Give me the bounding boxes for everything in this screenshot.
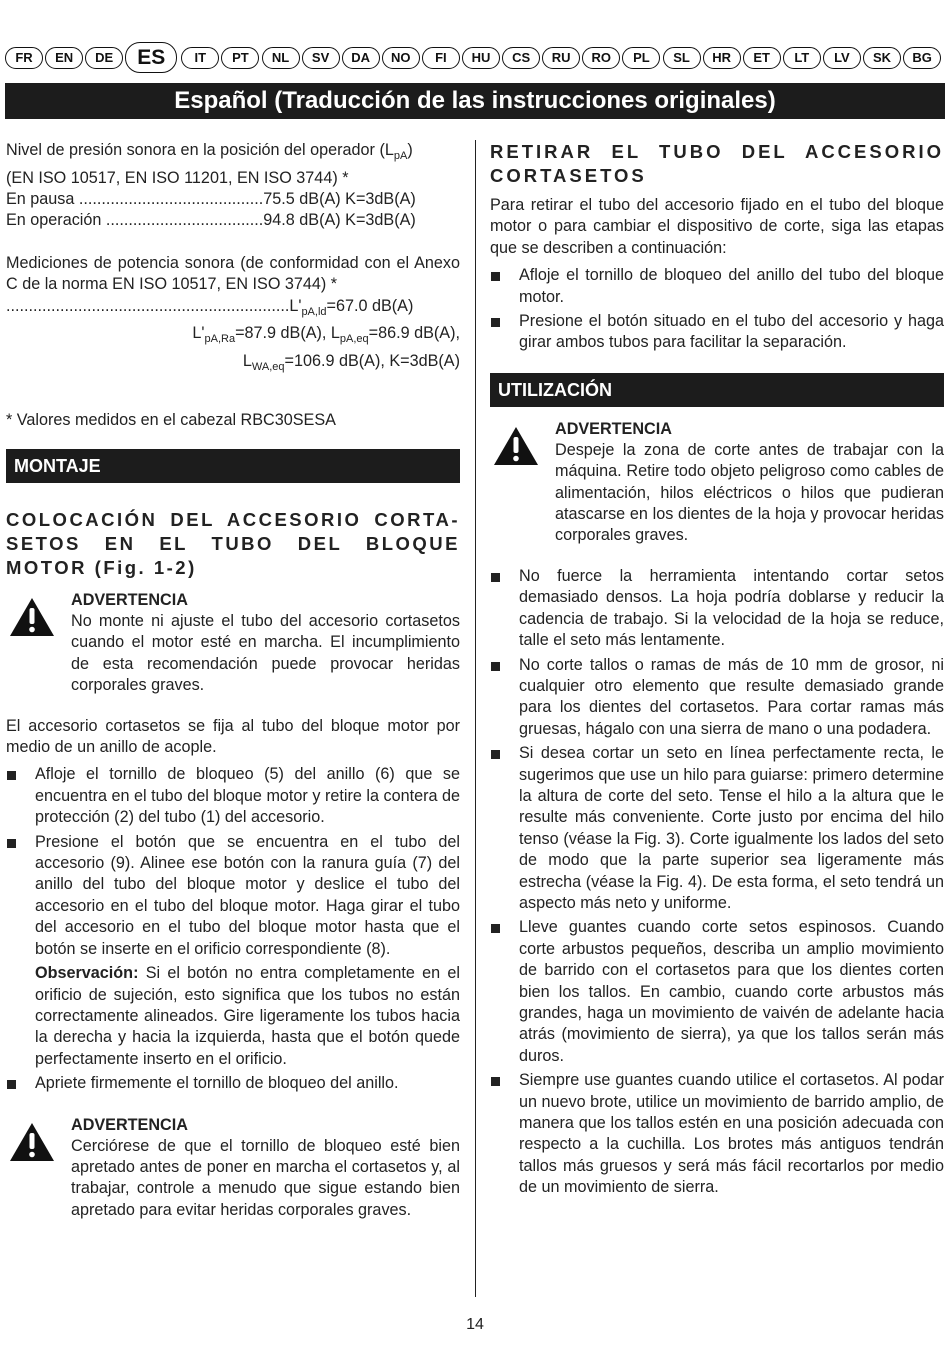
- language-tab-hu[interactable]: HU: [462, 47, 500, 69]
- language-tab-en[interactable]: EN: [45, 47, 83, 69]
- warning-text: No monte ni ajuste el tubo del accesorio cortasetos cuando el motor esté en marcha. El incumplimiento de esta recomendación puede provocar heridas corporales graves.: [71, 612, 460, 695]
- noise-pressure-line1: Nivel de presión sonora en la posición del operador $(L_{pA})$: [6, 141, 413, 163]
- warning-icon: [8, 1121, 56, 1163]
- footnote: * Valores medidos en el cabezal RBC30SESA: [6, 410, 336, 429]
- language-tab-da[interactable]: DA: [342, 47, 380, 69]
- warning-title: ADVERTENCIA: [555, 419, 672, 438]
- list-item: Presione el botón que se encuentra en el tubo del accesorio (9). Alinee ese botón con la ranura guía (7) del anillo del tubo del bloque motor y deslice el tubo del accesorio en el tubo del bloque motor. Haga girar el tubo del accesorio en el tubo del bloque motor hasta que el botón se inserte en el orificio correspondiente (8). Observación: Si el botón no entra completamente en el orificio de sujeción, esto significa que los tubos no están correctamente alineados. Gire ligeramente los tubos hacia la derecha y hacia la izquierda, hasta que el botón quede perfectamente inserto en el orificio.: [6, 832, 460, 1070]
- remove-steps: [490, 265, 944, 354]
- language-tab-fr[interactable]: FR: [5, 47, 43, 69]
- warning-icon: [8, 596, 56, 638]
- language-bar: [5, 47, 945, 71]
- language-tab-ru[interactable]: RU: [542, 47, 580, 69]
- language-tab-it[interactable]: IT: [181, 47, 219, 69]
- warning-text: Cerciórese de que el tornillo de bloqueo esté bien apretado antes de poner en marcha el cortasetos y, al trabajar, controle a menudo que sigue estando bien apretado para evitar heridas corporales graves.: [71, 1136, 460, 1219]
- language-tab-pt[interactable]: PT: [221, 47, 259, 69]
- page-number: 14: [466, 1316, 484, 1333]
- remove-intro: Para retirar el tubo del accesorio fijado en el tubo del bloque motor o para cambiar el dispositivo de corte, siga las etapas que se describen a continuación:: [490, 196, 944, 257]
- warning-title: ADVERTENCIA: [71, 591, 188, 609]
- usage-tips: [490, 566, 944, 1199]
- language-tab-cs[interactable]: CS: [502, 47, 540, 69]
- language-tab-no[interactable]: NO: [382, 47, 420, 69]
- subheading-retirar: RETIRAR EL TUBO DEL ACCESORIO CORTASETOS: [490, 141, 944, 186]
- language-tab-et[interactable]: ET: [743, 47, 781, 69]
- language-tab-lt[interactable]: LT: [783, 47, 821, 69]
- warning-icon: [492, 425, 540, 467]
- section-utilizacion: UTILIZACIÓN: [490, 373, 944, 407]
- language-tab-sv[interactable]: SV: [302, 47, 340, 69]
- list-item: Presione el botón situado en el tubo del accesorio y haga girar ambos tubos para facilitar la separación.: [490, 311, 944, 354]
- noise-idle: En pausa .........................................75.5 dB(A) K=3dB(A): [6, 190, 416, 209]
- sound-power-intro: Mediciones de potencia sonora (de conformidad con el Anexo C de la norma EN ISO 10517, EN ISO 3744) *: [6, 253, 460, 294]
- left-column: [6, 140, 460, 1221]
- warning-block-1: [6, 590, 460, 697]
- right-column: [490, 140, 944, 1202]
- list-item: Si desea cortar un seto en línea perfectamente recta, le sugerimos que use un hilo para guiarse: primero determine la altura de corte del seto. Tense el hilo a la altura que le resulte más conveniente. Corte justo por encima del hilo tenso (véase la Fig. 3). Corte igualmente los lados del seto de modo que la parte superior sea ligeramente más estrecha (véase la Fig. 4). De esta forma, el seto tendrá un aspecto más neto y uniforme.: [490, 743, 944, 914]
- list-item: Afloje el tornillo de bloqueo (5) del anillo (6) que se encuentra en el tubo del bloque motor y retire la contera de protección (2) del tubo (1) del accesorio.: [6, 764, 460, 828]
- language-tab-lv[interactable]: LV: [823, 47, 861, 69]
- sound-power-line1: $...............................................................L'_{pA,ld}=67.0$ dB(A): [6, 296, 414, 318]
- page-title: Español (Traducción de las instrucciones originales): [5, 83, 945, 119]
- language-tab-sk[interactable]: SK: [863, 47, 901, 69]
- warning-text: Despeje la zona de corte antes de trabajar con la máquina. Retire todo objeto peligroso como cables de alimentación, hilos eléctricos o hilos que pudieran atascarse en los dientes de la hoja y provocar heridas corporales graves.: [555, 440, 944, 545]
- language-tab-nl[interactable]: NL: [262, 47, 300, 69]
- list-item: No corte tallos o ramas de más de 10 mm de grosor, ni cualquier otro elemento que resulte demasiado grande para los dientes del cortasetos. Para cortar ramas más gruesas, hágalo con una sierra de mano o una podadera.: [490, 655, 944, 741]
- language-tab-de[interactable]: DE: [85, 47, 123, 69]
- list-item: Siempre use guantes cuando utilice el cortasetos. Al podar un nuevo brote, utilice un movimiento de barrido amplio, de manera que los tallos estén en una posición adecuada con respecto a la cuchilla. Los brotes más antiguos tendrán tallos más gruesos y será más fácil recortarlos por medio de un movimiento de sierra.: [490, 1070, 944, 1198]
- language-tab-bg[interactable]: BG: [903, 47, 941, 69]
- section-montaje: MONTAJE: [6, 449, 460, 483]
- mount-steps: [6, 764, 460, 1094]
- warning-block-2: [6, 1115, 460, 1222]
- sound-power-line2: $L'_{pA,Ra}=87.9$ dB(A), $L_{pA,eq}=86.9$ dB(A),: [192, 324, 460, 346]
- mount-intro: El accesorio cortasetos se fija al tubo del bloque motor por medio de un anillo de acople.: [6, 716, 460, 757]
- list-item: Lleve guantes cuando corte setos espinosos. Cuando corte arbustos pequeños, describa un amplio movimiento de barrido con el cortasetos para que los dientes corten bien los tallos. En cambio, cuando corte arbustos más grandes, haga un movimiento de vaivén de adelante hacia atrás (movimiento de sierra), ya que los tallos serán más duros.: [490, 917, 944, 1067]
- noise-pressure-standards: (EN ISO 10517, EN ISO 11201, EN ISO 3744) *: [6, 168, 349, 187]
- language-tab-pl[interactable]: PL: [622, 47, 660, 69]
- list-item: Apriete firmemente el tornillo de bloqueo del anillo.: [6, 1073, 460, 1094]
- language-tab-es[interactable]: ES: [125, 42, 177, 73]
- observation-note: Observación: Si el botón no entra completamente en el orificio de sujeción, esto significa que los tubos no están correctamente alineados. Gire ligeramente los tubos hacia la derecha y hacia la izquierda, hasta que el botón quede perfectamente inserto en el orificio.: [35, 964, 460, 1068]
- language-tab-ro[interactable]: RO: [582, 47, 620, 69]
- language-tab-hr[interactable]: HR: [703, 47, 741, 69]
- list-item: Afloje el tornillo de bloqueo del anillo del tubo del bloque motor.: [490, 265, 944, 308]
- subheading-colocacion: COLOCACIÓN DEL ACCESORIO CORTA-SETOS EN EL TUBO DEL BLOQUE MOTOR (Fig. 1-2): [6, 509, 460, 578]
- column-divider: [475, 140, 476, 1297]
- sound-power-line3: $L_{WA,eq}=106.9$ dB(A), K=3dB(A): [242, 351, 460, 374]
- language-tab-sl[interactable]: SL: [663, 47, 701, 69]
- warning-title: ADVERTENCIA: [71, 1115, 188, 1134]
- language-tab-fi[interactable]: FI: [422, 47, 460, 69]
- warning-block-3: [490, 419, 944, 547]
- noise-operation: En operación ...................................94.8 dB(A) K=3dB(A): [6, 211, 416, 230]
- list-item: No fuerce la herramienta intentando cortar setos demasiado densos. La hoja podría doblarse y reducir la cadencia de trabajo. Si la velocidad de la hoja se reduce, talle el seto más lentamente.: [490, 566, 944, 652]
